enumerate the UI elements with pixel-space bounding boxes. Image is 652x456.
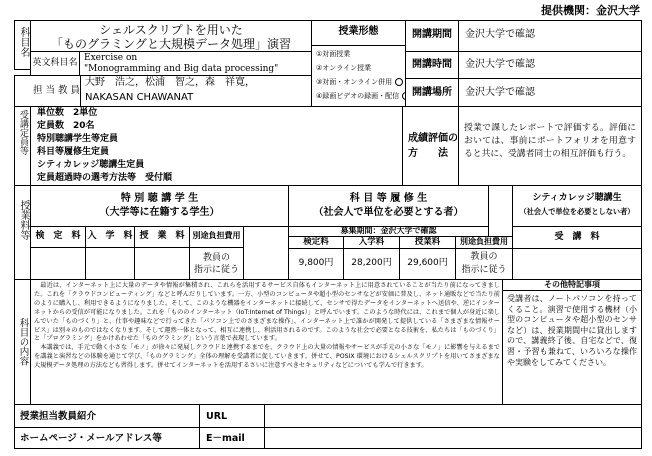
capacity-line-auditor: 科目等履修生定員: [37, 147, 110, 157]
city-title: シティカレッジ聴講生: [532, 193, 622, 203]
homepage-label: ホームページ・メールアドレス等: [20, 433, 162, 444]
city-header-cell: [512, 185, 642, 227]
url-value-cell: [264, 404, 642, 428]
url-label: URL: [206, 411, 228, 422]
format-label-cell: [311, 20, 406, 46]
special-title: 特 別 聴 講 学 生: [120, 193, 199, 204]
evaluation-label-line2: 方 法: [408, 148, 448, 159]
auditor-val-exam: 9,800円: [288, 248, 344, 280]
auditor-col-exam: 検定料: [288, 236, 344, 249]
english-label-cell: [30, 51, 80, 76]
subject-title-cell: [30, 20, 312, 52]
place-label-cell: [405, 78, 459, 107]
capacity-line-selection: 定員超過時の選考方法等 受付順: [37, 173, 173, 183]
special-val-exam: [30, 247, 86, 280]
special-subtitle: （大学等に在籍する学生）: [99, 207, 220, 218]
format-option-1: ①対面授業: [316, 50, 351, 58]
subject-side-label: 科目名: [18, 27, 29, 57]
teacher-label-cell: [14, 75, 81, 107]
auditor-subtitle: （社会人で単位を必要とする者）: [313, 207, 464, 218]
auditor-header-cell: [288, 185, 489, 227]
english-name-cell: [79, 51, 312, 76]
city-val-fee: [512, 248, 642, 280]
content-side-cell: [14, 279, 31, 405]
place-value: 金沢大学で確認: [465, 87, 535, 98]
capacity-side-label: 受講定員等: [18, 110, 28, 155]
auditor-col-extra: 別途負担費用: [455, 236, 513, 249]
notes-title: その他特記事項: [544, 280, 600, 289]
auditor-col-entry: 入学料: [343, 236, 400, 249]
special-col-extra: 別途負担費用: [189, 226, 244, 248]
intro-label: 授業担当教員紹介: [20, 411, 97, 422]
time-value: 金沢大学で確認: [465, 59, 535, 70]
radio-icon: [395, 78, 403, 86]
notes-cell: [502, 290, 642, 405]
english-label: 英文科目名: [32, 58, 78, 68]
evaluation-label-cell: [402, 106, 459, 186]
fees-side-cell: [14, 185, 31, 280]
email-label-cell: [199, 427, 265, 449]
capacity-line-city: シティカレッジ聴講生定員: [37, 160, 145, 170]
english-name-line1: Exercise on: [84, 53, 138, 63]
capacity-cell: [30, 106, 403, 186]
time-label: 開講時間: [412, 59, 452, 70]
intro-label-cell: [14, 404, 200, 428]
special-val-extra: 教員の 指示に従う: [189, 247, 244, 280]
period-value-cell: [458, 20, 642, 52]
auditor-val-entry: 28,200円: [343, 248, 400, 280]
capacity-line-credits: 単位数 2単位: [37, 108, 98, 118]
period-label: 開講期間: [412, 29, 452, 40]
format-option-2: ②オンライン授業: [316, 64, 372, 72]
special-col-entry: 入 学 料: [85, 226, 135, 248]
place-label: 開講場所: [412, 87, 452, 98]
homepage-label-cell: [14, 427, 200, 449]
period-label-cell: [405, 20, 459, 52]
format-label: 授業形態: [338, 26, 379, 37]
capacity-line-quota: 定員数 20名: [37, 121, 95, 131]
format-option-4: ④録画ビデオの録画・配信: [316, 92, 406, 100]
subject-side-cell: [14, 20, 31, 70]
fees-side-label: 授業料等: [18, 200, 29, 240]
email-value-cell: [264, 427, 642, 449]
teacher-names-line2: NAKASAN CHAWANAT: [85, 92, 194, 103]
special-col-exam: 検 定 料: [30, 226, 86, 248]
special-col-tuition: 授 業 料: [134, 226, 190, 248]
provider-label: 提供機関：金沢大学: [541, 4, 640, 17]
english-name-line2: "Monogramming and Big data processing": [84, 64, 279, 74]
evaluation-text-cell: [458, 106, 642, 186]
auditor-val-tuition: 29,600円: [399, 248, 456, 280]
content-cell: [30, 279, 503, 405]
teacher-label: 担 当 教 員: [33, 85, 81, 96]
period-value: 金沢大学で確認: [465, 29, 535, 40]
auditor-title: 科 目 等 履 修 生: [349, 193, 428, 204]
city-subtitle: （社会人で単位を必要としない者）: [519, 207, 635, 216]
city-col-fee: 受 講 料: [512, 226, 642, 249]
subject-title-line2: 「ものグラミングと大規模データ処理」演習: [50, 37, 291, 51]
format-option-3: ③対面・オンライン併用: [316, 78, 403, 86]
special-val-entry: [85, 247, 135, 280]
auditor-val-extra: 教員の 指示に従う: [455, 248, 513, 280]
format-options-cell: [311, 45, 406, 107]
evaluation-label-line1: 成績評価の: [408, 133, 458, 144]
content-text: 最近は、インターネット上に大量のデータや情報が集積され、これらを活用するサービス自体もインターネット上に用意されていることが当たり前になってきました。これを「クラウドコンピューティング」などと呼んだりしています。一方、小型のコンピュータや超小型のセンサなどが安価に普及し、ネット通販などで当たり前のように購入し、利用できるようになりました。そして、このような機器をインターネットに接続して、センサで得たデータをインターネットへ送信や、逆にインターネットからの受信が可能になりました。これを「もののインターネット（IoT:Internet of Things）」と呼んでいます。このような時代には、これまで個人が身近に楽しんでいた「ものづくり」と、仕事や趣味などで行ってきた「パソコン上でのさまざまな操作」、インターネット上で誰かが開発して提供している「さまざまな情報サービス」は別々のものではなくなります。そして運然一体となって、相互に連携し、利活用されるのです。このような社会で必要となる技術を、私たちは「ものづくり」と「プログラミング」をかけあわせた「ものグラミング」という言葉で表現しています。 本講義では、手元で動く小さな「モノ」が徐々に発展しクラウドと連携するまでを、クラウド上の大量の情報やサービスが手元の小さな「モノ」に影響を与えるまでを講義と演習などの体験を通じて学び、「ものグラミング」全体の理解を受講者に促していきます。併せて、POSIX 環境におけるシェルスクリプトを用いてさまざまな大規模データ処理の方法なども習得します。併せてインターネットを活用するさいに注意すべきセキュリティなどについても学んで行きます。: [34, 282, 500, 370]
special-header-cell: [30, 185, 289, 227]
auditor-col-tuition: 授業料: [399, 236, 456, 249]
notes-text: 受講者は、ノートパソコンを持ってくること。演習で使用する機材（小型のコンピュータや超小型のセンサなど）は、授業期間中に貸出しますので、講義終了後、自宅などで、復習・予習も兼ねて、いろいろな操作や実験をしてみてください。: [507, 294, 637, 367]
url-label-cell: [199, 404, 265, 428]
place-value-cell: [458, 78, 642, 107]
capacity-line-special: 特別聴講学生等定員: [37, 134, 119, 144]
auditor-recruit: 募集期間：金沢大学で確認: [340, 226, 437, 235]
email-label: E－mail: [206, 433, 245, 444]
special-val-tuition: [134, 247, 190, 280]
teacher-names-line1: 大野 浩之，松浦 智之，森 祥寛，: [85, 77, 255, 88]
time-label-cell: [405, 51, 459, 79]
teacher-names-cell: [80, 75, 312, 107]
content-side-label: 科目の内容: [17, 318, 29, 366]
evaluation-text: 授業で課したレポートで評価する。評価においては、事前にポートフォリオを用意すると共に、受講者同士の相互評価も行う。: [464, 123, 636, 159]
capacity-side-cell: [14, 106, 31, 186]
time-value-cell: [458, 51, 642, 79]
subject-title-line1: シェルスクリプトを用いた: [99, 23, 243, 37]
